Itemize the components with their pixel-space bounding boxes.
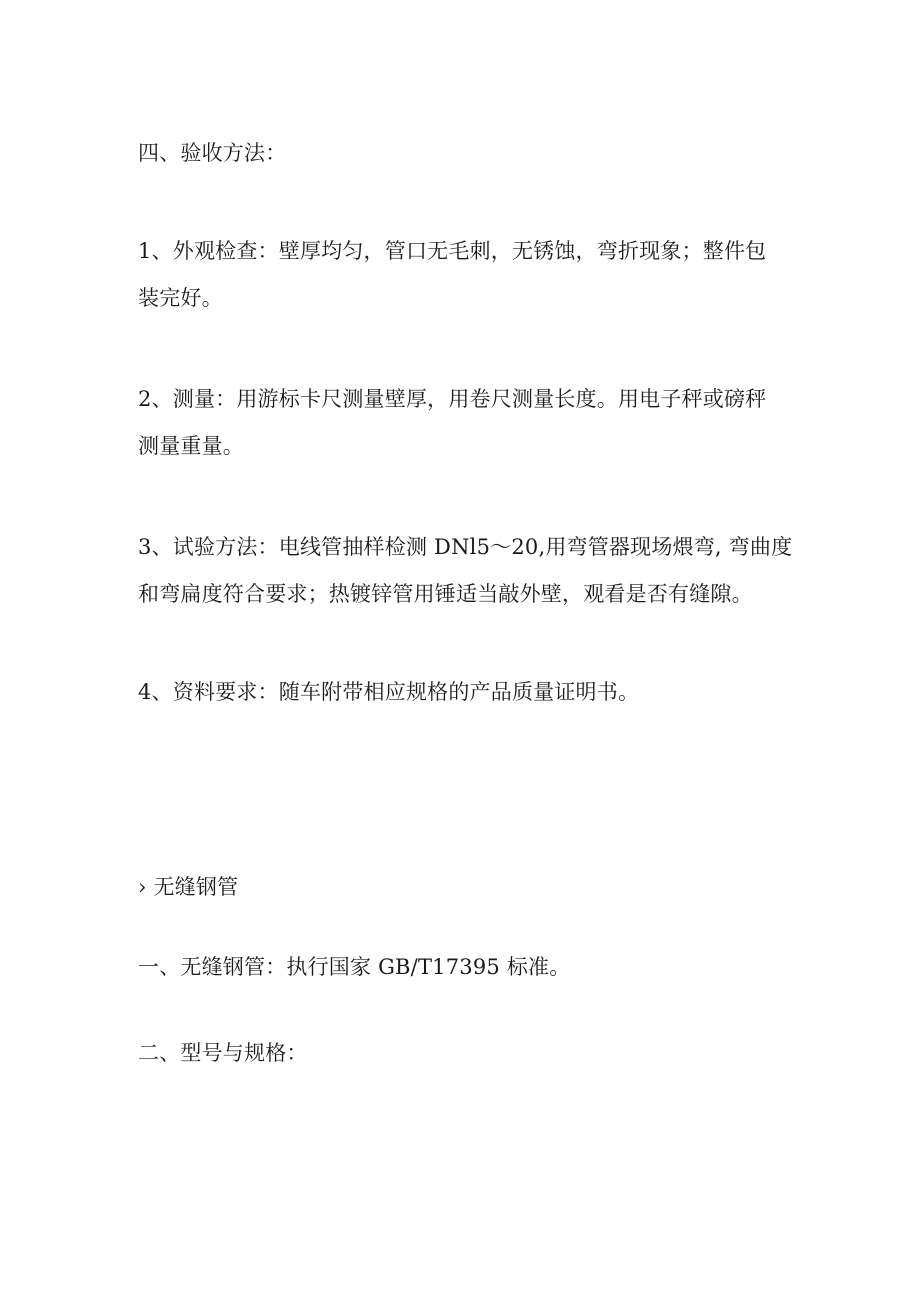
subsection-title-seamless-steel-pipe — [138, 864, 788, 911]
section-heading-standard — [138, 944, 788, 991]
list-item-documentation — [138, 669, 788, 716]
section-heading-model-spec — [138, 1030, 788, 1077]
list-item-line: 测量重量。 — [138, 434, 244, 458]
list-item-measurement — [138, 376, 788, 470]
list-item-line: 1、外观检查：壁厚均匀，管口无毛刺，无锈蚀，弯折现象；整件包 — [138, 239, 767, 263]
heading-text: 一、无缝钢管：执行国家 GB/T17395 标准。 — [138, 955, 571, 979]
list-item-line: 和弯扁度符合要求；热镀锌管用锤适当敲外壁，观看是否有缝隙。 — [138, 582, 753, 606]
heading-text: 二、型号与规格： — [138, 1041, 308, 1065]
list-item-line: 3、试验方法：电线管抽样检测 DNl5～20,用弯管器现场煨弯, 弯曲度 — [138, 535, 793, 559]
section-heading-acceptance-method — [138, 130, 788, 177]
list-item-appearance-check — [138, 228, 788, 322]
list-item-line: 4、资料要求：随车附带相应规格的产品质量证明书。 — [138, 680, 640, 704]
list-item-line: 2、测量：用游标卡尺测量壁厚，用卷尺测量长度。用电子秤或磅秤 — [138, 387, 767, 411]
subsection-title-text: › 无缝钢管 — [138, 875, 239, 899]
heading-text: 四、验收方法： — [138, 141, 287, 165]
list-item-line: 装完好。 — [138, 286, 223, 310]
list-item-test-method — [138, 524, 793, 618]
